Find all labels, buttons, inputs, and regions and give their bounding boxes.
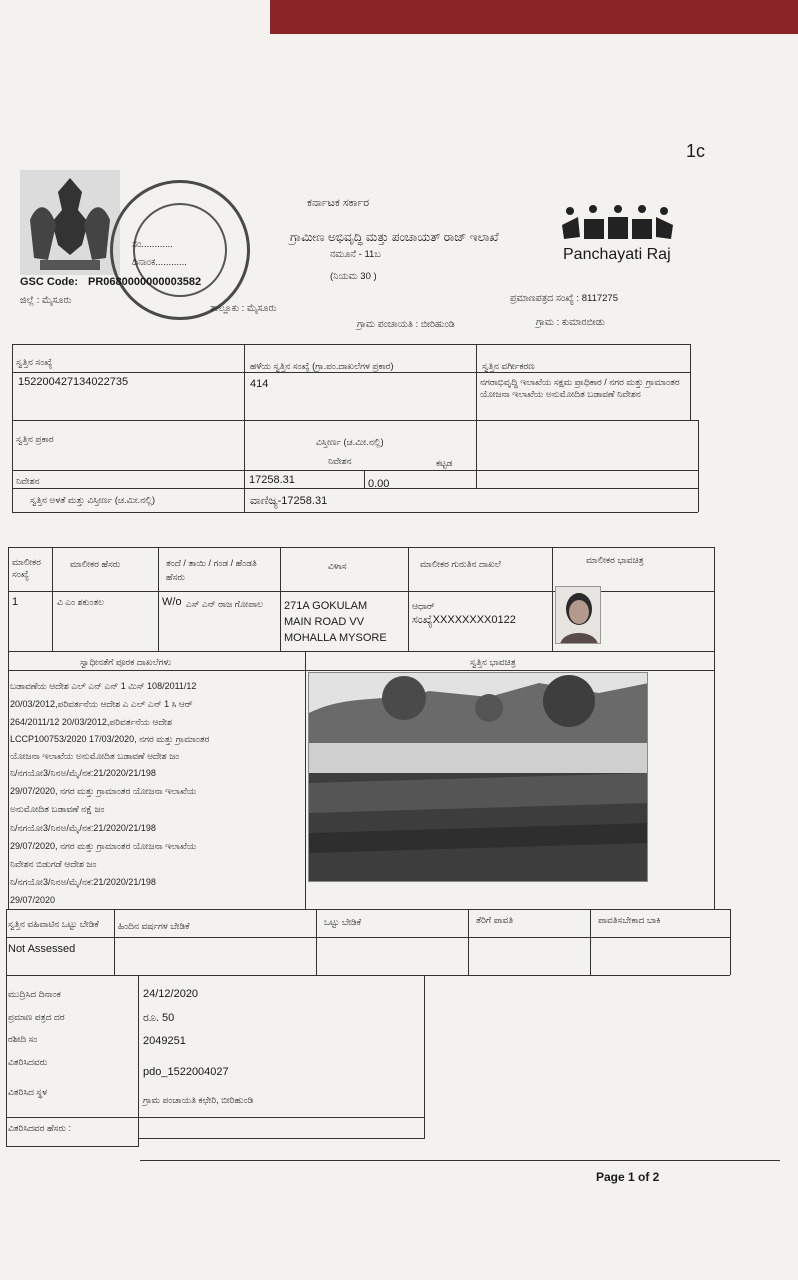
office-stamp bbox=[110, 180, 250, 320]
relation-prefix: W/o bbox=[162, 596, 182, 608]
print-date: 24/12/2020 bbox=[143, 988, 199, 1000]
address-line-2: MAIN ROAD VV bbox=[284, 616, 365, 628]
property-photo bbox=[308, 672, 648, 882]
certificate-fee-label: ಪ್ರಮಾಣ ಪತ್ರದ ದರ bbox=[8, 1012, 65, 1022]
owner-number-header: ಮಾಲೀಕರ ಸಂಖ್ಯೆ bbox=[12, 557, 41, 579]
page-number: Page 1 of 2 bbox=[596, 1170, 660, 1184]
tax-previous-demand-header: ಹಿಂದಿನ ವರ್ಷಗಳ ಬೇಡಿಕೆ bbox=[118, 921, 190, 931]
background-edge bbox=[270, 0, 798, 34]
measure-value: ವಾಣಿಜ್ಯ-17258.31 bbox=[250, 495, 328, 507]
owner-number: 1 bbox=[12, 596, 19, 608]
site-area: 17258.31 bbox=[249, 474, 295, 486]
old-property-number-label: ಹಳೆಯ ಸ್ವತ್ತಿನ ಸಂಖ್ಯೆ (ಗ್ರಾ.ಪಂ.ದಾಖಲೆಗಳ ಪ್ರಕಾರ) bbox=[250, 361, 394, 371]
id-type: ಆಧಾರ್ bbox=[412, 601, 435, 611]
tax-status: Not Assessed bbox=[8, 943, 76, 955]
relation-name: ಎಸ್ ಎನ್ ರಾಜ ಗೋಪಾಲ bbox=[186, 599, 263, 609]
document-line: ನಿ/ನಗಯೋ3/ನಿನಅ/ಮೈ/ನಕ:21/2020/21/198 bbox=[10, 877, 156, 887]
tax-balance-header: ಪಾವತಿಸಬೇಕಾದ ಬಾಕಿ bbox=[598, 915, 661, 925]
document-line: ಯೋಜನಾ ಇಲಾಖೆಯ ಅನುಮೋದಿತ ಬಡಾವಣೆ ಆದೇಶ ಜಂ bbox=[10, 751, 180, 761]
document-line: 29/07/2020 bbox=[10, 895, 56, 905]
property-type-label: ಸ್ವತ್ತಿನ ಪ್ರಕಾರ bbox=[16, 434, 54, 444]
document-line: ಅನುಮೋದಿತ ಬಡಾವಣೆ ನಕ್ಷೆ ಜಂ bbox=[10, 804, 105, 814]
owner-photo bbox=[555, 586, 601, 644]
building-column-label: ಕಟ್ಟಡ bbox=[436, 458, 453, 468]
document-line: ನಿ/ನಗಯೋ3/ನಿನಅ/ಮೈ/ನಕ:21/2020/21/198 bbox=[10, 768, 156, 778]
site-row-label: ನಿವೇಶನ bbox=[16, 476, 40, 486]
stamp-line-1: ಸಂ............ bbox=[132, 239, 173, 250]
department-title: ಗ್ರಾಮೀಣ ಅಭಿವೃದ್ಧಿ ಮತ್ತು ಪಂಚಾಯತ್ ರಾಜ್ ಇಲಾಖೆ bbox=[290, 230, 499, 244]
property-number-label: ಸ್ವತ್ತಿನ ಸಂಖ್ಯೆ bbox=[16, 357, 53, 367]
state-title: ಕರ್ನಾಟಕ ಸರ್ಕಾರ bbox=[307, 197, 370, 209]
old-property-number: 414 bbox=[250, 378, 269, 390]
property-category-label: ಸ್ವತ್ತಿನ ವರ್ಗೀಕರಣ bbox=[482, 361, 535, 371]
document-line: LCCP100753/2020 17/03/2020, ನಗರ ಮತ್ತು ಗ್ರಾಮಾಂತರ bbox=[10, 734, 210, 744]
area-label: ವಿಸ್ತೀರ್ಣ (ಚ.ಮೀ.ನಲ್ಲಿ) bbox=[316, 437, 384, 447]
issuer-name-label: ವಿತರಿಸಿದವರ ಹೆಸರು : bbox=[8, 1123, 71, 1133]
tax-paid-header: ತೆರಿಗೆ ಪಾವತಿ bbox=[476, 915, 514, 925]
print-date-label: ಮುದ್ರಿಸಿದ ದಿನಾಂಕ bbox=[8, 989, 61, 999]
form-number: ನಮೂನೆ - 11ಬ bbox=[330, 249, 381, 260]
receipt-number-label: ರಶೀದಿ ಸಂ bbox=[8, 1034, 38, 1044]
document-line: ಬಡಾವಣೆಯ ಆದೇಶ ಎಲ್ ಎನ್ ಎನ್ 1 ಮಿಸ್ 108/2011/12 bbox=[10, 681, 197, 691]
address-line-1: 271A GOKULAM bbox=[284, 600, 368, 612]
panchayati-raj-logo-text: Panchayati Raj bbox=[563, 246, 671, 263]
certificate-number: ಪ್ರಮಾಣಪತ್ರದ ಸಂಖ್ಯೆ : 8117275 bbox=[510, 293, 618, 304]
stamp-line-2: ದಿನಾಂಕ............ bbox=[132, 257, 187, 268]
receipt-number: 2049251 bbox=[143, 1035, 186, 1047]
tax-total-demand-header: ಸ್ವತ್ತಿನ ವಹಿವಾಟಿನ ಒಟ್ಟು ಬೇಡಿಕೆ bbox=[8, 919, 99, 929]
site-column-label: ನಿವೇಶನ bbox=[328, 456, 352, 466]
issued-place-label: ವಿತರಿಸಿದ ಸ್ಥಳ bbox=[8, 1087, 47, 1097]
id-number: ಸಂಖ್ಯೆXXXXXXXX0122 bbox=[412, 614, 516, 626]
rule-number: (ನಿಯಮ 30 ) bbox=[330, 271, 377, 282]
document-line: 264/2011/12 20/03/2012,ಪರಿವರ್ತನೆಯ ಆದೇಶ bbox=[10, 717, 173, 727]
property-category: ನಗರಾಭಿವೃದ್ಧಿ ಇಲಾಖೆಯ ಸಕ್ಷಮ ಪ್ರಾಧಿಕಾರ / ನಗರ ಮತ್ತು ಗ್ರಾಮಾಂತರ ಯೋಜನಾ ಇಲಾಖೆಯ ಅನುಮೋದಿತ ಬಡಾವಣೆ ನಿವೇಶನ bbox=[480, 377, 680, 399]
document-line: ನಿ/ನಗಯೋ3/ನಿನಅ/ಮೈ/ನಕ:21/2020/21/198 bbox=[10, 823, 156, 833]
handwritten-note: 1c bbox=[686, 141, 706, 161]
owner-name: ವಿ ಎಂ ಶಕುಂತಲ bbox=[57, 597, 105, 607]
relation-header: ತಂದೆ / ತಾಯಿ / ಗಂಡ / ಹೆಂಡತಿ ಹೆಸರು bbox=[166, 558, 257, 582]
issued-by: pdo_1522004027 bbox=[143, 1066, 229, 1078]
taluk: ತಾಲ್ಲೂಕು : ಮೈಸೂರು bbox=[210, 303, 277, 314]
document-line: ನಿವೇಶನ ಬಿಡುಗಡೆ ಆದೇಶ ಜಂ bbox=[10, 859, 97, 869]
issued-place: ಗ್ರಾಮ ಪಂಚಾಯತಿ ಕಛೇರಿ, ಬೀರಿಹುಂಡಿ bbox=[143, 1095, 254, 1105]
karnataka-emblem-icon bbox=[20, 170, 120, 275]
id-proof-header: ಮಾಲೀಕರ ಗುರುತಿನ ದಾಖಲೆ bbox=[420, 559, 501, 569]
district: ಜಿಲ್ಲೆ : ಮೈಸೂರು bbox=[20, 295, 72, 306]
panchayati-raj-logo-icon bbox=[560, 203, 675, 243]
tax-demand-header: ಒಟ್ಟು ಬೇಡಿಕೆ bbox=[324, 917, 362, 927]
certificate-fee: ರೂ. 50 bbox=[143, 1012, 175, 1024]
issued-by-label: ವಿತರಿಸಿದವರು bbox=[8, 1057, 48, 1067]
gram-panchayat: ಗ್ರಾಮ ಪಂಚಾಯತಿ : ಬೀರಿಹುಂಡಿ bbox=[357, 319, 455, 330]
documents-header: ಸ್ವಾಧೀನತೆಗೆ ಪೂರಕ ದಾಖಲೆಗಳು bbox=[80, 657, 172, 667]
document-line: 29/07/2020, ನಗರ ಮತ್ತು ಗ್ರಾಮಾಂತರ ಯೋಜನಾ ಇಲಾಖೆಯ bbox=[10, 786, 197, 796]
document-line: 29/07/2020, ನಗರ ಮತ್ತು ಗ್ರಾಮಾಂತರ ಯೋಜನಾ ಇಲಾಖೆಯ bbox=[10, 841, 197, 851]
village: ಗ್ರಾಮ : ಕುಮಾರಬೀಡು bbox=[536, 317, 605, 328]
document-line: 20/03/2012,ಪರಿವರ್ತನೆಯ ಆದೇಶ ಎ ಎಲ್ ಎನ್ 1 ಸಿ ಆರ್ bbox=[10, 699, 193, 709]
owner-photo-header: ಮಾಲೀಕರ ಭಾವಚಿತ್ರ bbox=[586, 555, 644, 565]
owner-name-header: ಮಾಲೀಕರ ಹೆಸರು bbox=[70, 559, 121, 569]
property-number: 152200427134022735 bbox=[18, 376, 129, 388]
gsc-code: PR0680000000003582 bbox=[88, 276, 202, 288]
property-photo-header: ಸ್ವತ್ತಿನ ಭಾವಚಿತ್ರ bbox=[470, 657, 516, 667]
address-line-3: MOHALLA MYSORE bbox=[284, 632, 387, 644]
address-header: ವಿಳಾಸ bbox=[328, 561, 347, 571]
building-area: 0.00 bbox=[368, 478, 390, 490]
gsc-code-label: GSC Code: bbox=[20, 276, 79, 288]
measure-label: ಸ್ವತ್ತಿನ ಅಳತೆ ಮತ್ತು ವಿಸ್ತೀರ್ಣ (ಚ.ಮೀ.ನಲ್ಲಿ) bbox=[30, 495, 155, 505]
